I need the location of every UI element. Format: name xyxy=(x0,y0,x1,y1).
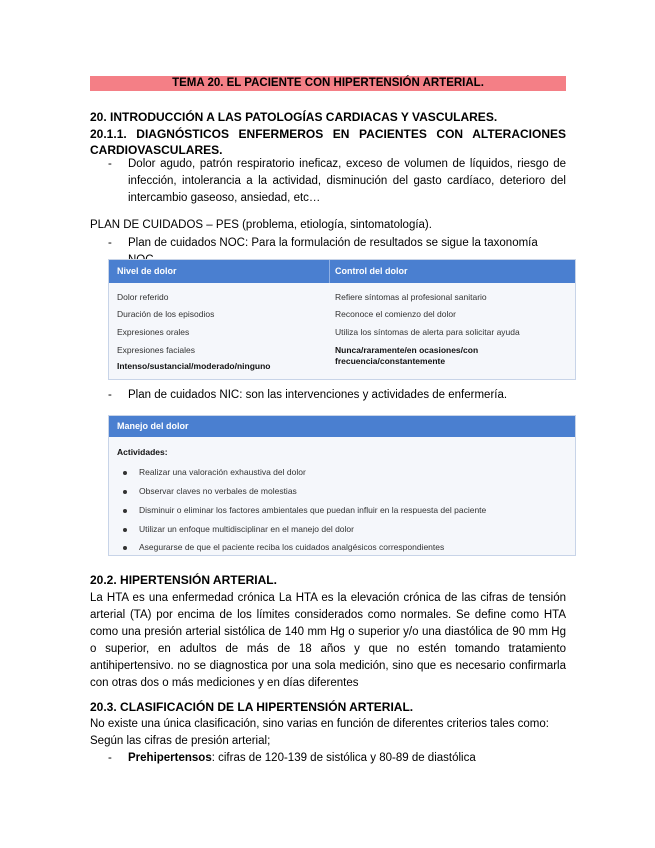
dash-bullet: - xyxy=(108,237,112,249)
bullet-icon xyxy=(123,490,127,494)
table-cell: Expresiones orales xyxy=(117,327,190,337)
column-header: Nivel de dolor xyxy=(117,266,177,276)
list-item xyxy=(123,524,354,534)
list-item-text: Plan de cuidados NOC: Para la formulación de resultados se sigue la taxonomía xyxy=(128,237,538,249)
list-item-text: Dolor agudo, patrón respiratorio ineficaz, exceso de volumen de líquidos, riesgo de infección, intolerancia a la actividad, disminución del gasto cardíaco, deterioro del intercambio gaseoso, ansiedad, etc… xyxy=(128,158,566,204)
table-cell: Expresiones faciales xyxy=(117,345,195,355)
section-subheading-diagnosticos: 20.1.1. DIAGNÓSTICOS ENFERMEROS EN PACIENTES CON ALTERACIONES CARDIOVASCULARES. xyxy=(90,127,566,157)
table-cell: Dolor referido xyxy=(117,292,169,302)
table-cell: Refiere síntomas al profesional sanitario xyxy=(335,292,487,302)
list-item-text: Plan de cuidados NIC: son las intervenciones y actividades de enfermería. xyxy=(128,389,508,401)
dash-bullet: - xyxy=(108,752,112,764)
term-description: : cifras de 120-139 de sistólica y 80-89 de diastólica xyxy=(211,752,476,764)
list-item xyxy=(123,467,306,477)
column-header: Manejo del dolor xyxy=(117,421,189,431)
paragraph-line: No existe una única clasificación, sino varias en función de diferentes criterios tales como: xyxy=(90,718,549,730)
paragraph-line: Según las cifras de presión arterial; xyxy=(90,735,271,747)
list-item-text: Asegurarse de que el paciente reciba los cuidados analgésicos correspondientes xyxy=(139,542,445,552)
list-item-text: Observar claves no verbales de molestias xyxy=(139,486,297,496)
table-cell-scale: frecuencia/constantemente xyxy=(335,356,446,366)
section-heading-clasificacion: 20.3. CLASIFICACIÓN DE LA HIPERTENSIÓN ARTERIAL. xyxy=(90,700,414,714)
section-heading-hta: 20.2. HIPERTENSIÓN ARTERIAL. xyxy=(90,573,277,587)
dash-bullet: - xyxy=(108,389,112,401)
list-item-text xyxy=(128,750,566,767)
table-cell-scale: Intenso/sustancial/moderado/ninguno xyxy=(117,361,271,371)
bold-term: Prehipertensos xyxy=(128,752,212,764)
list-item xyxy=(123,542,444,552)
table-header xyxy=(109,416,575,437)
bullet-icon xyxy=(123,546,127,550)
nic-table xyxy=(108,415,576,556)
list-item xyxy=(108,750,566,767)
bullet-icon xyxy=(123,509,127,513)
column-header: Control del dolor xyxy=(335,266,408,276)
bullet-icon xyxy=(123,528,127,532)
list-item-text: Realizar una valoración exhaustiva del dolor xyxy=(139,467,306,477)
header-divider xyxy=(329,260,330,283)
list-item xyxy=(123,505,486,515)
table-cell-scale: Nunca/raramente/en ocasiones/con xyxy=(335,345,479,355)
bullet-icon xyxy=(123,471,127,475)
paragraph-hta: La HTA es una enfermedad crónica La HTA es la elevación crónica de las cifras de tensión arterial (TA) por encima de los límites considerados como normales. Se define como HTA como una presión arterial sistólica de 140 mm Hg o superior y/o una diastólica de 90 mm Hg o superior, en adultos de más de 18 años y que no estén tomando tratamiento antihipertensivo. no se diagnostica por una sola medición, sino que es necesario confirmarla con otras dos o más mediciones y en días diferentes xyxy=(90,592,566,689)
dash-bullet: - xyxy=(108,158,112,170)
list-item-text: Disminuir o eliminar los factores ambientales que puedan influir en la respuesta del paciente xyxy=(139,505,487,515)
list-item xyxy=(123,486,297,496)
table-header xyxy=(109,260,575,283)
plan-intro: PLAN DE CUIDADOS – PES (problema, etiología, sintomatología). xyxy=(90,219,432,231)
section-heading-intro: 20. INTRODUCCIÓN A LAS PATOLOGÍAS CARDIACAS Y VASCULARES. xyxy=(90,110,498,124)
table-cell: Reconoce el comienzo del dolor xyxy=(335,309,456,319)
table-cell: Duración de los episodios xyxy=(117,309,215,319)
page-title: TEMA 20. EL PACIENTE CON HIPERTENSIÓN ARTERIAL. xyxy=(90,76,566,91)
activities-label: Actividades: xyxy=(117,447,168,457)
list-item xyxy=(108,387,566,404)
noc-table xyxy=(108,259,576,380)
table-cell: Utiliza los síntomas de alerta para solicitar ayuda xyxy=(335,327,520,337)
list-item xyxy=(108,156,566,207)
list-item-text: Utilizar un enfoque multidisciplinar en el manejo del dolor xyxy=(139,524,354,534)
